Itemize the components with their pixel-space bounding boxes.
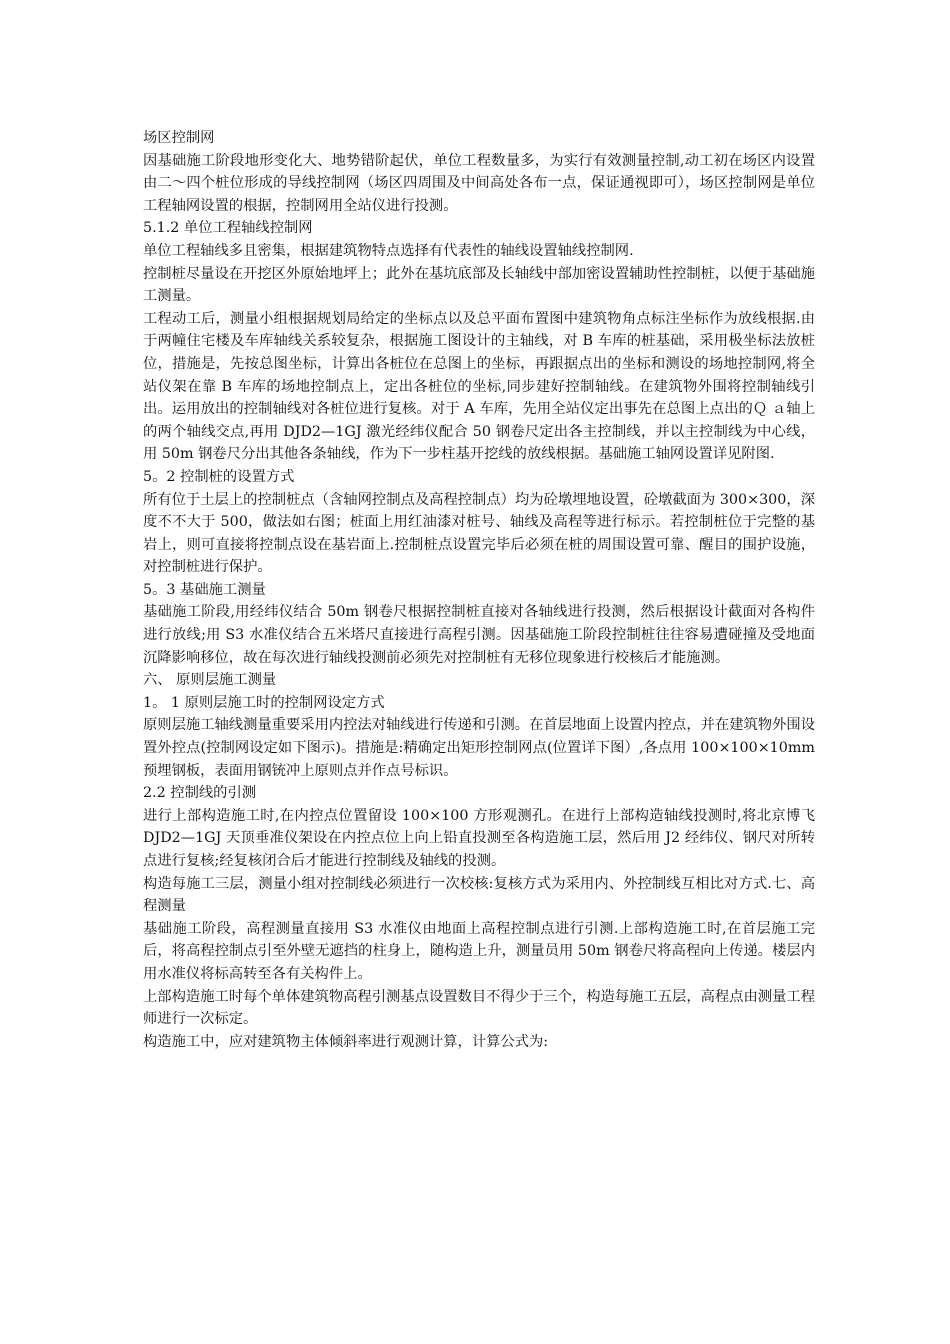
- paragraph-control-pile-location: 控制桩尽量设在开挖区外原始地坪上；此外在基坑底部及长轴线中部加密设置辅助性控制桩，以便于基础施工测量。: [143, 265, 815, 305]
- paragraph-elevation-survey: 基础施工阶段，高程测量直接用 S3 水准仪由地面上高程控制点进行引测.上部构造施工时,在首层施工完后，将高程控制点引至外壁无遮挡的柱身上，随构造上升，测量员用 50m 钢卷尺将高程向上传递。楼层内用水准仪将标高转至各有关构件上。: [143, 920, 815, 982]
- section-heading-5-1-2: 5.1.2 单位工程轴线控制网: [143, 220, 313, 237]
- paragraph-tilt-formula: 构造施工中，应对建筑物主体倾斜率进行观测计算，计算公式为:: [143, 1033, 549, 1050]
- paragraph-control-line-check: 构造每施工三层，测量小组对控制线必须进行一次校核:复核方式为采用内、外控制线互相比对方式.七、高程测量: [143, 875, 815, 915]
- paragraph-axis-network-intro: 单位工程轴线多且密集，根据建筑物特点选择有代表性的轴线设置轴线控制网.: [143, 242, 634, 259]
- paragraph-foundation-survey: 基础施工阶段,用经纬仪结合 50m 钢卷尺根据控制桩直接对各轴线进行投测，然后根据设计截面对各构件进行放线;用 S3 水准仪结合五米塔尺直接进行高程引测。因基础施工阶段控制桩往往容易遭碰撞及受地面沉降影响移位，故在每次进行轴线投测前必须先对控制桩有无移位现象进行校核后才能施测。: [143, 604, 815, 666]
- section-heading-1-1: 1。 1 原则层施工时的控制网设定方式: [143, 694, 385, 711]
- paragraph-elevation-base-points: 上部构造施工时每个单体建筑物高程引测基点设置数目不得少于三个，构造每施工五层，高程点由测量工程师进行一次标定。: [143, 988, 815, 1028]
- section-heading-5-3: 5。3 基础施工测量: [143, 581, 266, 598]
- paragraph-control-line-transfer: 进行上部构造施工时,在内控点位置留设 100×100 方形观测孔。在进行上部构造轴线投测时,将北京博飞 DJD2—1GJ 天顶垂准仪架设在内控点位上向上铅直投测至各构造施工层，然后用 J2 经纬仪、钢尺对所转点进行复核;经复核闭合后才能进行控制线及轴线的投测。: [143, 807, 815, 869]
- paragraph-standard-floor-network: 原则层施工轴线测量重要采用内控法对轴线进行传递和引测。在首层地面上设置内控点，并在建筑物外围设置外控点(控制网设定如下图示)。措施是:精确定出矩形控制网点(位置详下图）,各点用 100×100×10mm 预埋钢板，表面用钢铳冲上原则点并作点号标识。: [143, 717, 815, 779]
- paragraph-control-pile-setup: 所有位于土层上的控制桩点（含轴网控制点及高程控制点）均为砼墩埋地设置，砼墩截面为 300×300，深度不不大于 500，做法如右图；桩面上用红油漆对桩号、轴线及高程等进行标示。若控制桩位于完整的基岩上，则可直接将控制点设在基岩面上.控制桩点设置完毕后必须在桩的周围设置可靠、醒目的围护设施，对控制桩进行保护。: [143, 491, 815, 576]
- document-page: [143, 127, 815, 1053]
- paragraph-site-control-network: 因基础施工阶段地形变化大、地势错阶起伏，单位工程数量多，为实行有效测量控制,动工初在场区内设置由二～四个桩位形成的导线控制网（场区四周围及中间高处各布一点，保证通视即可），场区控制网是单位工程轴网设置的根据，控制网用全站仪进行投测。: [143, 152, 815, 214]
- section-heading-5-2: 5。2 控制桩的设置方式: [143, 468, 295, 485]
- section-heading-site-control-network: 场区控制网: [143, 130, 215, 146]
- paragraph-layout-procedure: 工程动工后，测量小组根据规划局给定的坐标点以及总平面布置图中建筑物角点标注坐标作为放线根据.由于两幢住宅楼及车库轴线关系较复杂，根据施工图设计的主轴线，对 B 车库的桩基础，采用极坐标法放桩位，措施是，先按总图坐标，计算出各桩位在总图上的坐标，再跟据点出的坐标和测设的场地控制网,将全站仪架在靠 B 车库的场地控制点上，定出各桩位的坐标,同步建好控制轴线。在建筑物外围将控制轴线引出。运用放出的控制轴线对各桩位进行复核。对于 A 车库，先用全站仪定出事先在总图上点出的Ｑ ａ轴上的两个轴线交点,再用 DJD2—1GJ 激光经纬仪配合 50 钢卷尺定出各主控制线，并以主控制线为中心线，用 50m 钢卷尺分出其他各条轴线，作为下一步柱基开挖线的放线根据。基础施工轴网设置详见附图.: [143, 310, 815, 463]
- section-heading-six: 六、 原则层施工测量: [143, 672, 277, 689]
- section-heading-2-2: 2.2 控制线的引测: [143, 785, 257, 802]
